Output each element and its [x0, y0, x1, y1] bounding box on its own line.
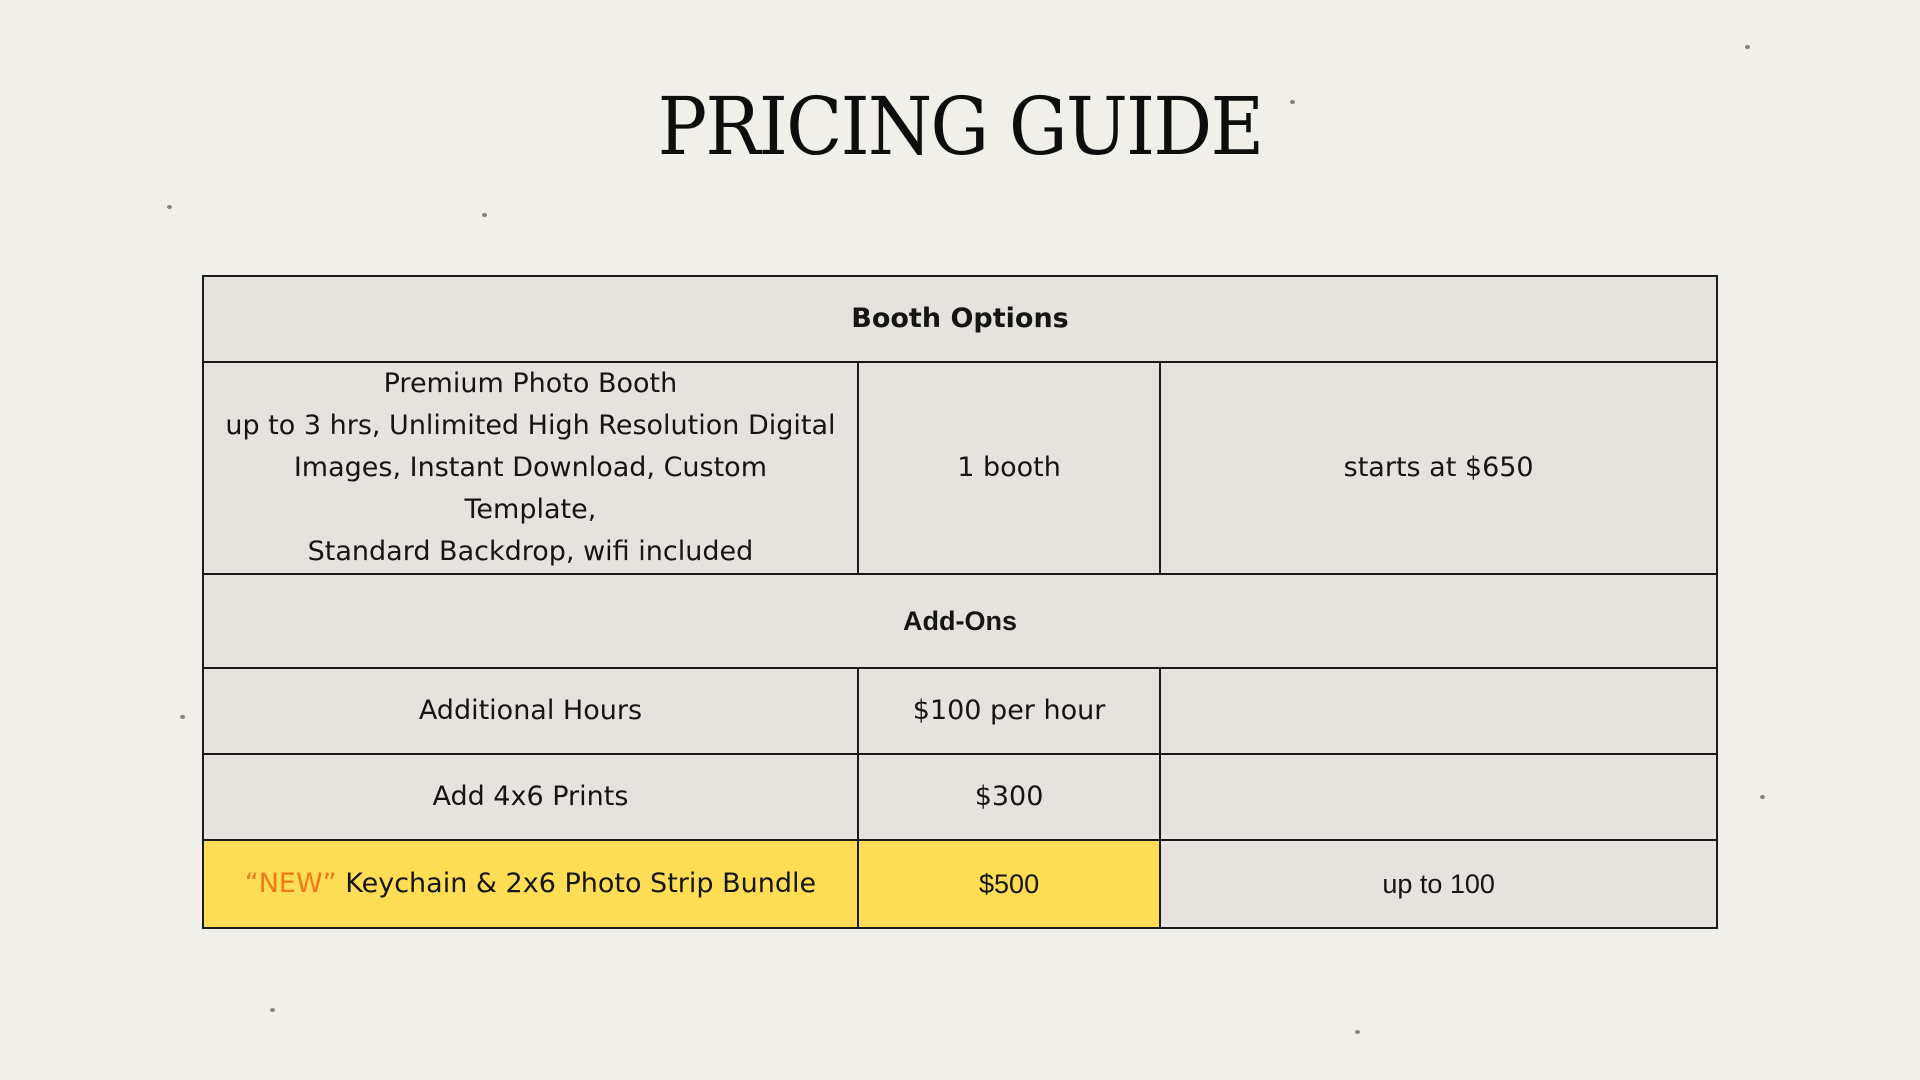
paper-speck	[1760, 795, 1765, 799]
table-row	[203, 362, 1717, 574]
booth-options-heading: Booth Options	[203, 276, 1717, 362]
new-badge: “NEW”	[244, 868, 337, 899]
add-on-price: $500	[858, 840, 1160, 928]
premium-booth-price: starts at $650	[1160, 362, 1717, 574]
add-on-name: Keychain & 2x6 Photo Strip Bundle	[336, 868, 817, 899]
paper-speck	[1355, 1030, 1360, 1034]
paper-speck	[482, 213, 487, 217]
premium-booth-detail: Images, Instant Download, Custom Template,	[293, 452, 768, 525]
add-on-note: up to 100	[1160, 840, 1717, 928]
add-on-price: $100 per hour	[858, 668, 1160, 754]
paper-speck	[167, 205, 172, 209]
booth-options-header-row	[203, 276, 1717, 362]
add-on-name-cell	[203, 840, 858, 928]
table-row	[203, 754, 1717, 840]
premium-booth-detail: up to 3 hrs, Unlimited High Resolution Digital	[225, 410, 836, 441]
table-row	[203, 840, 1717, 928]
add-ons-header-row	[203, 574, 1717, 668]
add-on-name: Add 4x6 Prints	[203, 754, 858, 840]
premium-booth-quantity: 1 booth	[858, 362, 1160, 574]
add-on-note	[1160, 668, 1717, 754]
add-on-note	[1160, 754, 1717, 840]
premium-booth-detail: Standard Backdrop, wifi included	[307, 536, 754, 567]
add-on-price: $300	[858, 754, 1160, 840]
premium-booth-description	[203, 362, 858, 574]
premium-booth-name: Premium Photo Booth	[383, 368, 678, 399]
pricing-table	[202, 275, 1718, 929]
table-row	[203, 668, 1717, 754]
page-title: PRICING GUIDE	[657, 80, 1263, 173]
add-ons-heading: Add-Ons	[203, 574, 1717, 668]
paper-speck	[180, 715, 185, 719]
add-on-name: Additional Hours	[203, 668, 858, 754]
paper-speck	[270, 1008, 275, 1012]
paper-speck	[1745, 45, 1750, 49]
